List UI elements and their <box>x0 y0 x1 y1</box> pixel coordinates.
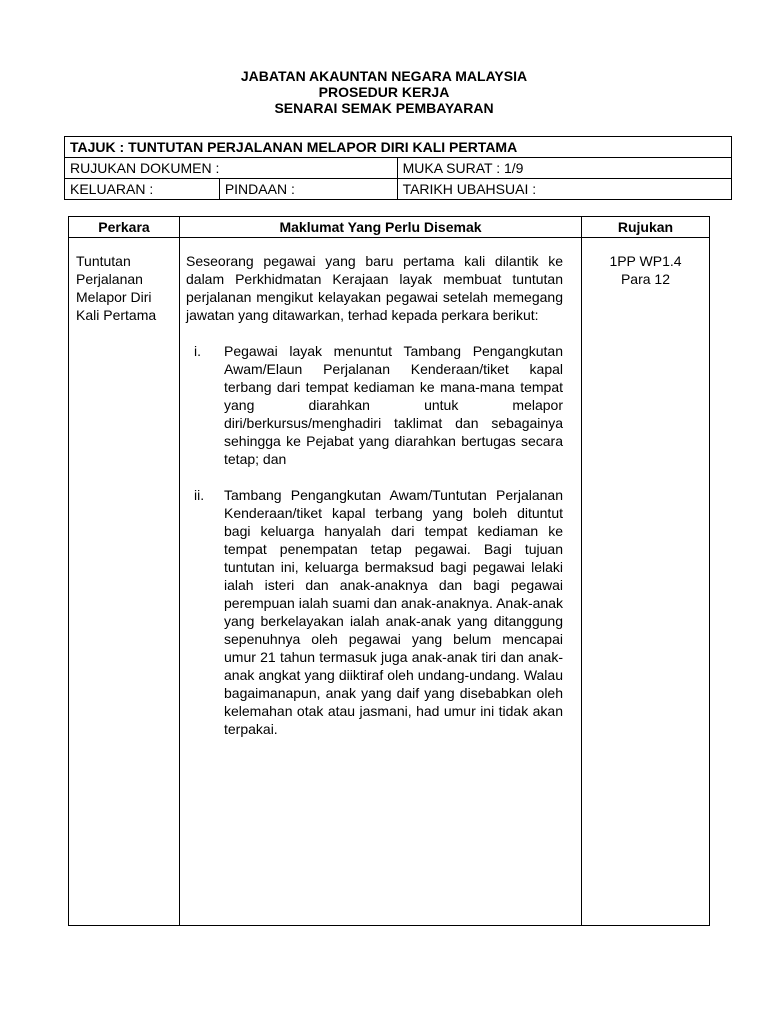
perkara-cell <box>69 238 180 926</box>
item-text: Tambang Pengangkutan Awam/Tuntutan Perjalanan Kenderaan/tiket kapal terbang yang boleh dituntut bagi keluarga hanyalah dari tempat kediaman ke tempat penempatan tetap pegawai. Bagi tujuan tuntutan ini, keluarga bermaksud bagi pegawai lelaki ialah isteri dan anak-anaknya dan bagi pegawai perempuan ialah suami dan anak-anaknya. Anak-anak yang berkelayakan ialah anak-anak yang ditanggung sepenuhnya oleh pegawai yang belum mencapai umur 21 tahun termasuk juga anak-anak tiri dan anak-anak angkat yang diiktiraf oleh undang-undang. Walau bagaimanapun, anak yang daif yang disebabkan oleh kelemahan otak atau jasmani, had umur ini tidak akan terpakai. <box>224 487 563 737</box>
list-item <box>186 486 563 738</box>
pindaan-cell: PINDAAN : <box>219 179 397 200</box>
perkara-line: Melapor Diri <box>76 289 152 305</box>
header-title: JABATAN AKAUNTAN NEGARA MALAYSIA <box>240 68 528 84</box>
rujukan-dokumen-cell: RUJUKAN DOKUMEN : <box>65 158 398 179</box>
item-number: ii. <box>194 487 205 503</box>
rujukan-line: 1PP WP1.4 <box>609 253 682 269</box>
document-header <box>0 68 768 116</box>
item-text: Pegawai layak menuntut Tambang Pengangkutan Awam/Elaun Perjalanan Kenderaan/tiket kapal terbang dari tempat kediaman ke mana-mana tempat yang diarahkan untuk melapor diri/berkursus/menghadiri taklimat dan sebagainya sehingga ke Pejabat yang diarahkan bertugas secara tetap; dan <box>224 343 563 467</box>
perkara-line: Kali Pertama <box>76 307 157 323</box>
rujukan-cell <box>582 238 710 926</box>
checklist-row <box>69 238 710 926</box>
header-subtitle-2: SENARAI SEMAK PEMBAYARAN <box>274 100 494 116</box>
tarikh-ubahsuai-cell: TARIKH UBAHSUAI : <box>397 179 731 200</box>
perkara-header: Perkara <box>69 217 180 238</box>
perkara-line: Perjalanan <box>76 271 143 287</box>
checklist-header-row <box>69 217 710 238</box>
rujukan-header: Rujukan <box>582 217 710 238</box>
muka-surat-cell: MUKA SURAT : 1/9 <box>397 158 731 179</box>
intro-paragraph: Seseorang pegawai yang baru pertama kali dilantik ke dalam Perkhidmatan Kerajaan layak membuat tuntutan perjalanan mengikut kelayakan pegawai setelah memegang jawatan yang ditawarkan, terhad kepada perkara berikut: <box>186 253 563 323</box>
maklumat-header: Maklumat Yang Perlu Disemak <box>180 217 582 238</box>
perkara-line: Tuntutan <box>76 253 131 269</box>
checklist-table <box>68 216 710 926</box>
list-item <box>186 342 563 468</box>
maklumat-cell <box>180 238 582 926</box>
header-subtitle: PROSEDUR KERJA <box>318 84 450 100</box>
item-list <box>186 342 563 738</box>
rujukan-line: Para 12 <box>620 271 671 287</box>
document-meta-table <box>64 136 732 200</box>
tajuk-cell: TAJUK : TUNTUTAN PERJALANAN MELAPOR DIRI KALI PERTAMA <box>65 137 732 158</box>
item-number: i. <box>194 343 201 359</box>
keluaran-cell: KELUARAN : <box>65 179 220 200</box>
